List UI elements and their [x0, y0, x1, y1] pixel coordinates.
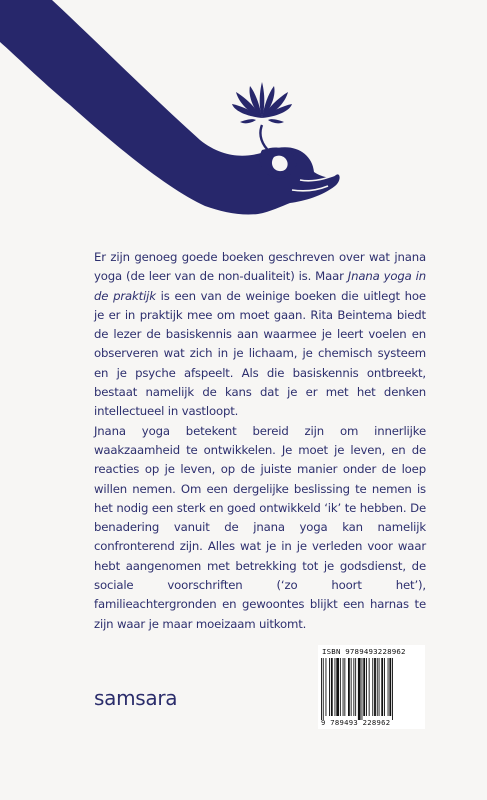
lotus-stem	[260, 125, 270, 152]
lotus-flower	[232, 82, 292, 123]
book-title: Jnana yoga in de praktijk	[94, 269, 426, 303]
hand-holding-lotus-icon	[0, 0, 487, 240]
isbn-label: ISBN 9789493228962	[322, 647, 406, 656]
barcode-bars	[321, 658, 422, 720]
barcode-digits: 9 789493 228962	[321, 718, 391, 727]
back-cover-blurb	[94, 248, 426, 634]
publisher-logo: samsara	[94, 686, 178, 710]
blurb-paragraph-1	[94, 248, 426, 422]
blurb-paragraph-2: Jnana yoga betekent bereid zijn om innerlijke waakzaamheid te ontwikkelen. Je moet je leven, en de reacties op je leven, op de juiste manier onder de loep willen nemen. Om een dergelijke beslissing te nemen is het nodig een sterk en goed ontwikkeld ‘ik’ te hebben. De benadering vanuit de jnana yoga kan namelijk confronterend zijn. Alles wat je in je verleden voor waar hebt aangenomen met betrekking tot je godsdienst, de sociale voorschriften (‘zo hoort het’), familieachtergronden en gewoontes blijkt een harnas te zijn waar je maar moeizaam uitkomt.	[94, 423, 426, 631]
blurb-text: is een van de weinige boeken die uitlegt hoe je er in praktijk mee om moet gaan. Rita Beintema biedt de lezer de basiskennis aan waarmee je leert voelen en observeren wat zich in je lichaam, je chemisch systeem en je psyche afspeelt. Als die basiskennis ontbreekt, bestaat namelijk de kans dat je er met het denken intellectueel in vastloopt.	[94, 288, 426, 419]
blurb-text: Er zijn genoeg goede boeken geschreven over wat jnana yoga (de leer van de non-dualiteit) is. Maar	[94, 250, 426, 284]
isbn-barcode	[318, 645, 425, 729]
